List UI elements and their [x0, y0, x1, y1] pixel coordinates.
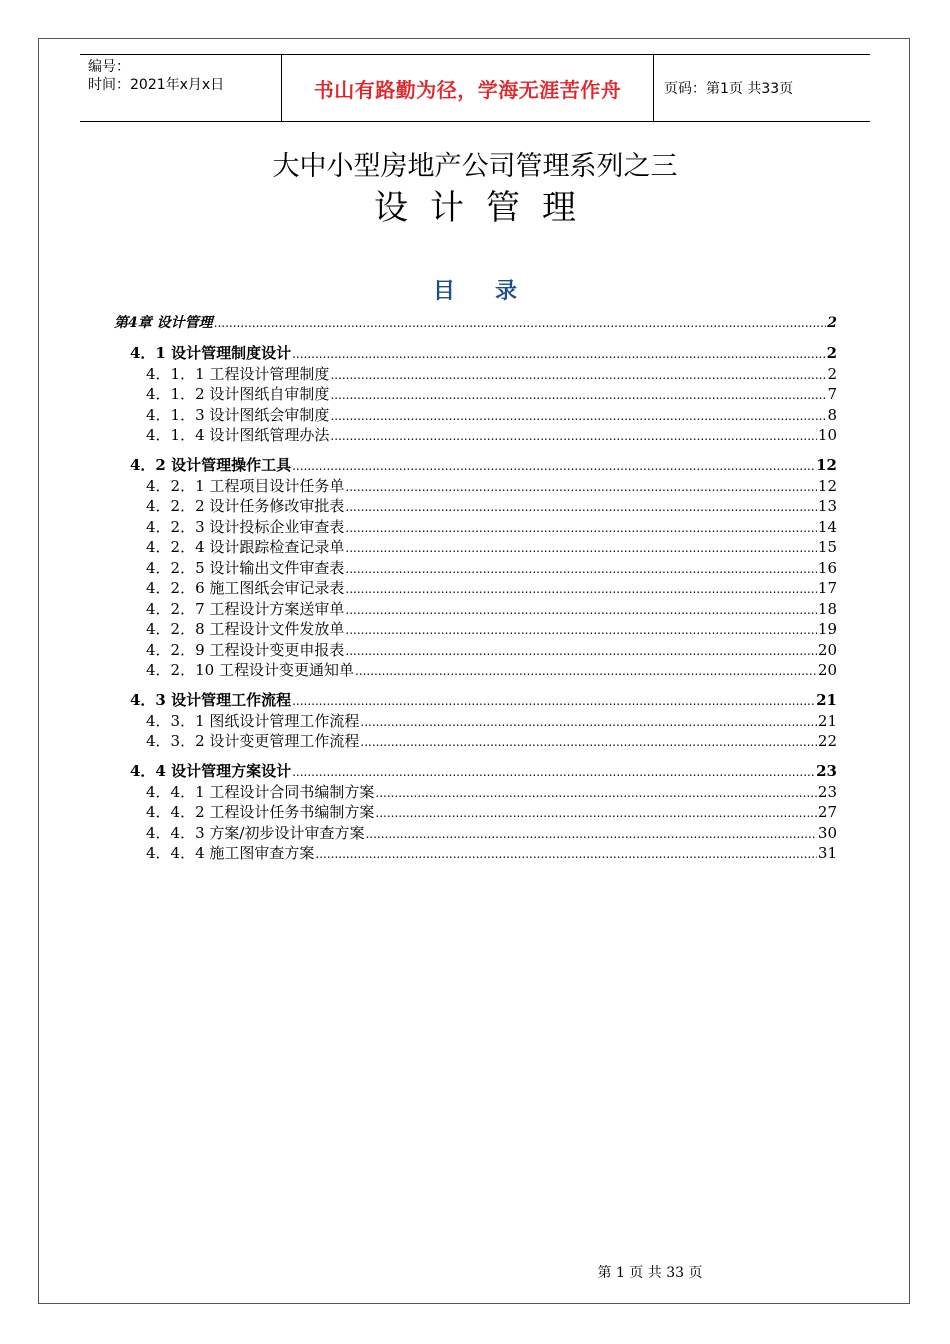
toc-entry-page: 12 [816, 456, 837, 474]
toc-leader-dots [292, 690, 815, 711]
toc-entry[interactable] [130, 690, 837, 710]
toc-entry-page: 18 [817, 600, 837, 618]
toc-entry-title: 4．1．1 工程设计管理制度 [146, 365, 330, 383]
toc-entry-page: 21 [816, 691, 837, 709]
toc-entry-page: 31 [817, 844, 837, 862]
header-meta [80, 55, 282, 121]
toc-entry[interactable] [146, 731, 837, 751]
toc-entry-title: 4．4．4 施工图审查方案 [146, 844, 315, 862]
toc-leader-dots [330, 364, 826, 385]
toc-entry[interactable] [146, 537, 837, 557]
toc-entry[interactable] [146, 711, 837, 731]
page-footer: 第 1 页 共 33 页 [597, 1265, 703, 1281]
toc-entry-page: 19 [817, 620, 837, 638]
toc-entry[interactable] [146, 558, 837, 578]
toc-entry-page: 14 [817, 518, 837, 536]
toc-entry-title: 4．2．9 工程设计变更申报表 [146, 641, 345, 659]
toc-leader-dots [292, 761, 815, 782]
toc-entry-title: 4．2．6 施工图纸会审记录表 [146, 579, 345, 597]
toc-entry-page: 2 [827, 365, 837, 383]
toc-leader-dots [365, 823, 816, 844]
toc-entry[interactable] [114, 313, 837, 333]
toc-entry-page: 16 [817, 559, 837, 577]
toc-entry[interactable] [146, 578, 837, 598]
toc-entry-title: 4．4 设计管理方案设计 [130, 762, 292, 780]
toc-entry[interactable] [146, 823, 837, 843]
toc-entry[interactable] [146, 782, 837, 802]
document-series-title: 大中小型房地产公司管理系列之三 [272, 151, 678, 182]
toc-entry-title: 4．1．2 设计图纸自审制度 [146, 385, 330, 403]
toc-leader-dots [214, 313, 827, 333]
toc-entry-title: 4．1 设计管理制度设计 [130, 344, 292, 362]
toc-entry-title: 4．3 设计管理工作流程 [130, 691, 292, 709]
toc-entry-title: 4．1．3 设计图纸会审制度 [146, 406, 330, 424]
toc-entry-title: 4．2．3 设计投标企业审查表 [146, 518, 345, 536]
toc-entry-page: 13 [817, 497, 837, 515]
header-motto: 书山有路勤为径，学海无涯苦作舟 [282, 55, 654, 121]
toc-entry-page: 8 [827, 406, 837, 424]
toc-entry[interactable] [146, 660, 837, 680]
toc-leader-dots [345, 578, 817, 599]
toc-entry[interactable] [146, 405, 837, 425]
toc-entry-title: 4．2．1 工程项目设计任务单 [146, 477, 345, 495]
doc-number-label: 编号： [88, 59, 130, 75]
toc-entry-title: 第4章 设计管理 [114, 315, 213, 331]
toc-entry[interactable] [146, 384, 837, 404]
toc-entry-title: 4．2．7 工程设计方案送审单 [146, 600, 345, 618]
toc-entry-title: 4．3．2 设计变更管理工作流程 [146, 732, 360, 750]
toc-entry[interactable] [146, 517, 837, 537]
toc-entry-page: 27 [817, 803, 837, 821]
toc-entry-title: 4．2．2 设计任务修改审批表 [146, 497, 345, 515]
toc-entry-page: 7 [827, 385, 837, 403]
toc-leader-dots [375, 802, 817, 823]
toc-leader-dots [345, 517, 817, 538]
toc-entry-page: 12 [817, 477, 837, 495]
toc-entry-page: 20 [817, 661, 837, 679]
toc-heading: 目录 [432, 278, 557, 304]
toc-entry[interactable] [146, 640, 837, 660]
toc-entry-page: 30 [817, 824, 837, 842]
toc-leader-dots [330, 384, 826, 405]
toc-entry-title: 4．4．3 方案/初步设计审查方案 [146, 824, 365, 842]
toc-leader-dots [345, 558, 817, 579]
header-page-info: 页码：第1页 共33页 [664, 81, 794, 97]
toc-entry-page: 22 [817, 732, 837, 750]
toc-leader-dots [292, 455, 815, 476]
toc-entry[interactable] [146, 843, 837, 863]
toc-entry-page: 2 [826, 344, 837, 362]
toc-entry[interactable] [130, 343, 837, 363]
toc-entry-title: 4．4．2 工程设计任务书编制方案 [146, 803, 375, 821]
toc-entry[interactable] [146, 619, 837, 639]
toc-leader-dots [345, 496, 817, 517]
toc-entry-title: 4．2 设计管理操作工具 [130, 456, 292, 474]
toc-entry[interactable] [146, 476, 837, 496]
toc-leader-dots [292, 343, 825, 364]
toc-entry[interactable] [130, 761, 837, 781]
toc-entry-title: 4．4．1 工程设计合同书编制方案 [146, 783, 375, 801]
toc-leader-dots [345, 599, 817, 620]
toc-entry-page: 21 [817, 712, 837, 730]
toc-leader-dots [360, 711, 817, 732]
document-title: 设计管理 [374, 188, 598, 228]
toc-entry-page: 23 [816, 762, 837, 780]
header-table [80, 54, 870, 122]
toc-leader-dots [315, 843, 817, 864]
toc-entry-page: 10 [817, 426, 837, 444]
toc-leader-dots [330, 425, 817, 446]
toc-entry[interactable] [146, 364, 837, 384]
toc-leader-dots [355, 660, 817, 681]
toc-leader-dots [375, 782, 817, 803]
toc-entry-title: 4．1．4 设计图纸管理办法 [146, 426, 330, 444]
toc-entry-page: 23 [817, 783, 837, 801]
toc-entry-page: 15 [817, 538, 837, 556]
toc-entry-page: 17 [817, 579, 837, 597]
toc-entry-title: 4．2．8 工程设计文件发放单 [146, 620, 345, 638]
doc-time-label: 时间：2021年x月x日 [88, 77, 225, 93]
toc-entry-title: 4．2．4 设计跟踪检查记录单 [146, 538, 345, 556]
toc-entry-title: 4．3．1 图纸设计管理工作流程 [146, 712, 360, 730]
toc-entry-title: 4．2．5 设计输出文件审查表 [146, 559, 345, 577]
toc-leader-dots [345, 537, 817, 558]
toc-entry[interactable] [146, 599, 837, 619]
toc-entry-page: 20 [817, 641, 837, 659]
toc-leader-dots [360, 731, 817, 752]
toc-entry[interactable] [130, 455, 837, 475]
toc-leader-dots [345, 640, 817, 661]
toc-entry[interactable] [146, 802, 837, 822]
toc-entry-title: 4．2．10 工程设计变更通知单 [146, 661, 354, 679]
toc-entry[interactable] [146, 425, 837, 445]
toc-leader-dots [345, 619, 817, 640]
toc-entry-page: 2 [827, 315, 837, 331]
toc-leader-dots [330, 405, 826, 426]
toc-entry[interactable] [146, 496, 837, 516]
toc-leader-dots [345, 476, 817, 497]
